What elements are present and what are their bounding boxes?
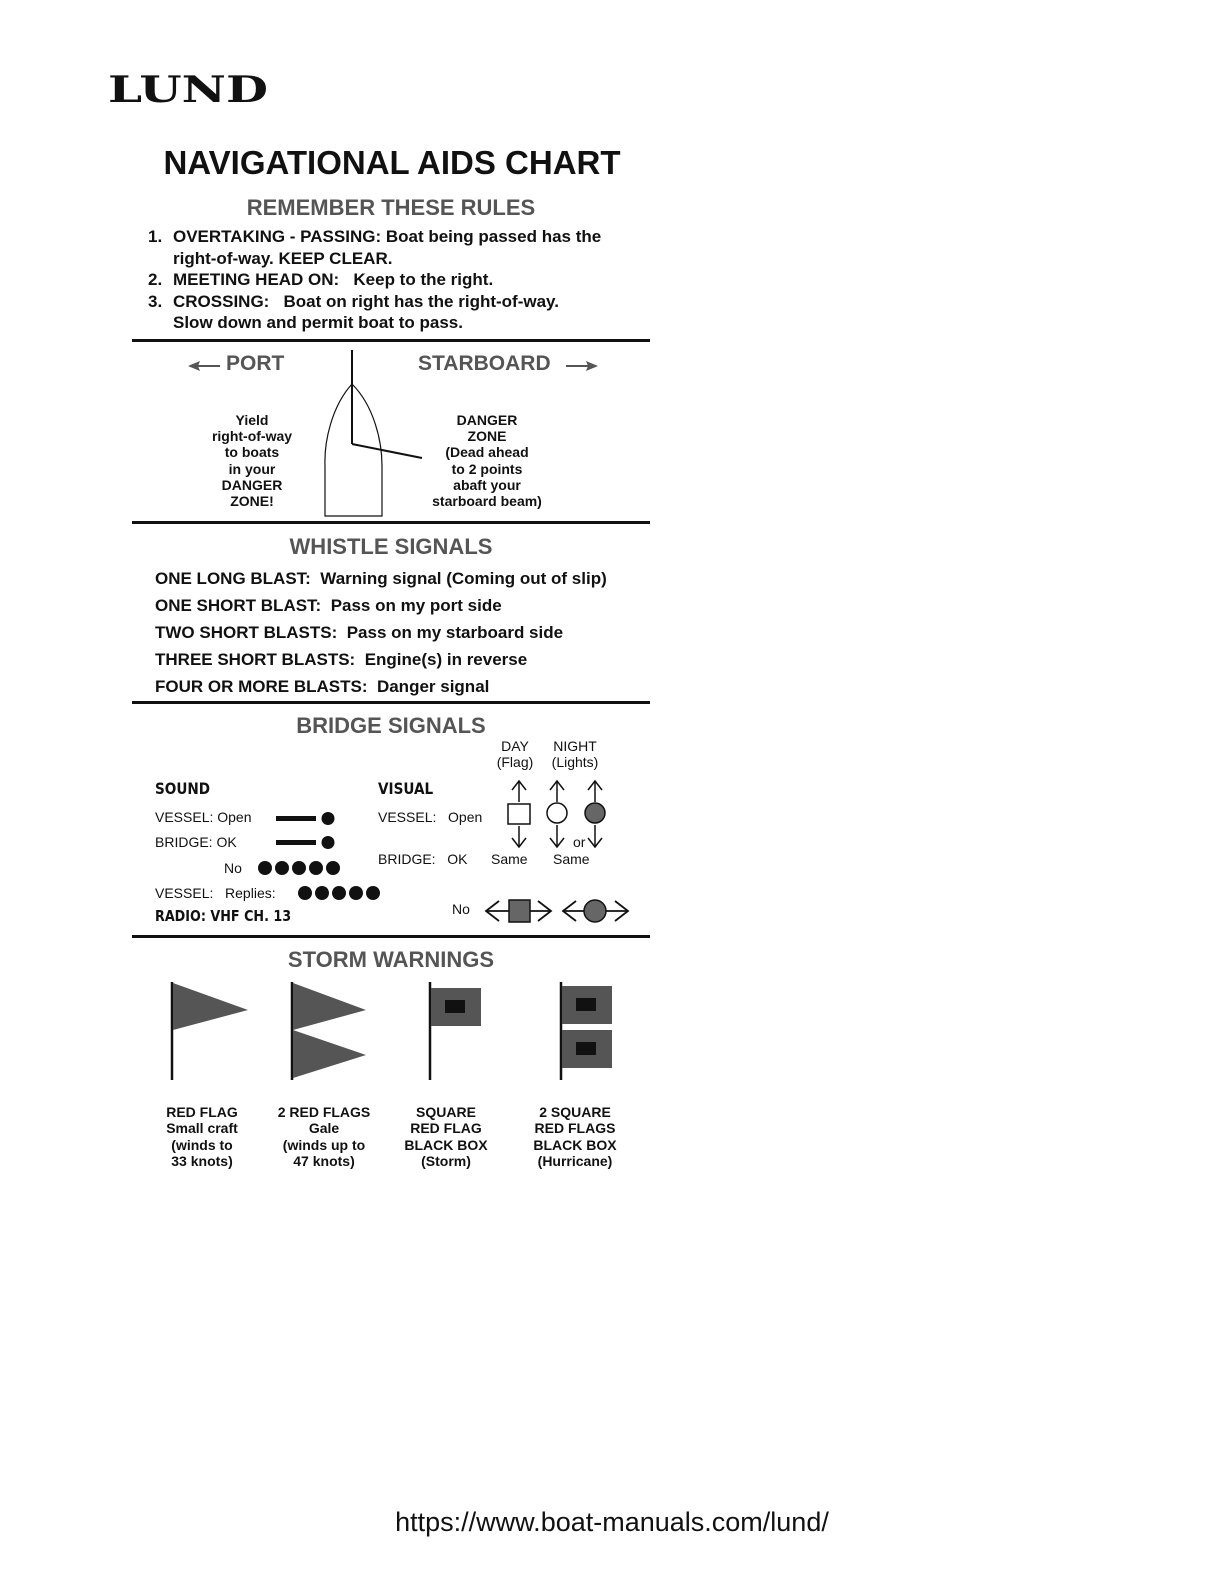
whistle-item [155, 619, 607, 646]
storm-caption-line: (Storm) [421, 1153, 471, 1170]
day-sub: (Flag) [496, 754, 534, 770]
rule-text: MEETING HEAD ON: Keep to the right. [173, 270, 494, 289]
starboard-label: STARBOARD [418, 352, 551, 375]
rules-list [148, 226, 648, 334]
port-note-line: right-of-way [211, 428, 293, 445]
day-header [494, 738, 536, 770]
two-red-flags-icon [292, 982, 366, 1080]
rule-text: OVERTAKING - PASSING: Boat being passed has the [173, 227, 602, 246]
whistle-meaning: Engine(s) in reverse [364, 650, 528, 669]
whistle-list [155, 565, 607, 700]
whistle-label: THREE SHORT BLASTS: [155, 650, 356, 669]
bridge-heading: BRIDGE SIGNALS [296, 713, 486, 738]
rule-text: CROSSING: Boat on right has the right-of-way. [173, 291, 559, 311]
storm-flags-icons [160, 978, 630, 1084]
port-label: PORT [226, 352, 285, 375]
starboard-note-line: starboard beam) [432, 493, 542, 510]
port-note-line: ZONE! [230, 493, 274, 510]
footer-url[interactable]: https://www.boat-manuals.com/lund/ [395, 1507, 829, 1537]
storm-caption-line: BLACK BOX [404, 1136, 488, 1153]
storm-caption-line: RED FLAG [410, 1120, 482, 1137]
same-day: Same [491, 851, 528, 867]
rules-heading: REMEMBER THESE RULES [246, 195, 536, 220]
storm-caption-line: RED FLAG [166, 1104, 238, 1120]
radio-channel: RADIO: VHF CH. 13 [155, 907, 292, 925]
whistle-label: ONE SHORT BLAST: [155, 596, 322, 615]
starboard-note [417, 412, 557, 509]
visual-bridge-ok: BRIDGE: OK [378, 851, 468, 867]
whistle-meaning: Pass on my starboard side [346, 623, 564, 642]
night-header [546, 738, 604, 770]
whistle-label: ONE LONG BLAST: [155, 569, 311, 588]
night-label: NIGHT [553, 738, 597, 754]
visual-heading: VISUAL [378, 779, 434, 798]
no-signal-icons [483, 896, 633, 926]
storm-caption-line: 2 RED FLAGS [277, 1104, 371, 1120]
storm-caption [259, 1104, 389, 1170]
whistle-meaning: Pass on my port side [330, 596, 502, 615]
rule-number: 2. [148, 270, 163, 289]
rule-number: 1. [148, 227, 163, 246]
same-night: Same [553, 851, 590, 867]
storm-caption [137, 1104, 267, 1170]
starboard-note-line: abaft your [453, 476, 521, 493]
whistle-label: FOUR OR MORE BLASTS: [155, 677, 368, 696]
five-short-blasts-icon [296, 884, 388, 902]
arrow-left-icon [186, 356, 226, 376]
day-open-flag-icon [508, 781, 530, 847]
starboard-note-line: DANGER [456, 412, 518, 428]
storm-caption-line: 2 SQUARE [539, 1104, 611, 1120]
sound-bridge-ok: BRIDGE: OK [155, 834, 237, 850]
storm-caption [510, 1104, 640, 1170]
whistle-item [155, 646, 607, 673]
square-flag-black-box-icon [430, 982, 481, 1080]
whistle-item [155, 673, 607, 700]
storm-caption-line: (winds to [171, 1136, 233, 1153]
starboard-note-line: (Dead ahead [445, 444, 529, 461]
storm-caption-line: (Hurricane) [537, 1153, 613, 1170]
divider [132, 521, 650, 524]
rule-text: right-of-way. KEEP CLEAR. [173, 248, 393, 268]
divider [132, 701, 650, 704]
five-short-blasts-icon [256, 859, 348, 877]
night-red-light-icon [585, 781, 605, 847]
night-no-light-icon [563, 900, 628, 922]
or-label: or [573, 834, 586, 850]
divider [132, 935, 650, 938]
port-note-line: Yield [235, 412, 269, 428]
day-no-flag-icon [486, 900, 551, 922]
port-note-line: to boats [224, 444, 280, 461]
storm-caption-line: RED FLAGS [534, 1120, 616, 1137]
long-short-blast-icon [274, 810, 338, 826]
whistle-meaning: Warning signal (Coming out of slip) [320, 569, 607, 588]
port-note-line: in your [228, 460, 276, 477]
visual-no: No [452, 901, 470, 917]
storm-caption-line: Gale [308, 1120, 340, 1137]
sound-vessel-replies: VESSEL: Replies: [155, 885, 276, 901]
red-flag-icon [172, 982, 248, 1080]
rule-item [148, 291, 648, 334]
whistle-meaning: Danger signal [376, 677, 490, 696]
long-short-blast-icon [274, 834, 338, 850]
rule-number: 3. [148, 291, 163, 311]
storm-caption-line: (winds up to [282, 1136, 366, 1153]
storm-caption-line: BLACK BOX [533, 1136, 617, 1153]
sound-no: No [224, 860, 242, 876]
port-note [192, 412, 312, 509]
whistle-label: TWO SHORT BLASTS: [155, 623, 338, 642]
storm-caption [381, 1104, 511, 1170]
whistle-heading: WHISTLE SIGNALS [289, 534, 493, 559]
night-sub: (Lights) [551, 754, 599, 770]
day-label: DAY [501, 738, 529, 754]
storm-heading: STORM WARNINGS [287, 947, 495, 972]
rule-item [148, 226, 648, 269]
rule-text: Slow down and permit boat to pass. [173, 313, 463, 332]
sound-vessel-open: VESSEL: Open [155, 809, 252, 825]
logo-text: LUND [108, 70, 268, 110]
open-signal-icons [500, 778, 612, 850]
night-white-light-icon [547, 781, 567, 847]
two-square-flags-black-box-icon [561, 982, 612, 1080]
whistle-item [155, 592, 607, 619]
page-title: NAVIGATIONAL AIDS CHART [163, 144, 621, 181]
rule-item [148, 269, 648, 291]
visual-vessel-open: VESSEL: Open [378, 809, 483, 825]
storm-caption-line: Small craft [166, 1120, 238, 1137]
sound-heading: SOUND [155, 779, 211, 798]
starboard-note-line: ZONE [467, 428, 507, 445]
lund-logo [106, 70, 272, 110]
divider [132, 339, 650, 342]
storm-caption-line: SQUARE [416, 1104, 476, 1120]
port-note-line: DANGER [221, 476, 283, 493]
whistle-item [155, 565, 607, 592]
starboard-note-line: to 2 points [451, 460, 523, 477]
storm-caption-line: 47 knots) [293, 1153, 355, 1170]
arrow-right-icon [562, 356, 602, 376]
storm-caption-line: 33 knots) [171, 1153, 233, 1170]
